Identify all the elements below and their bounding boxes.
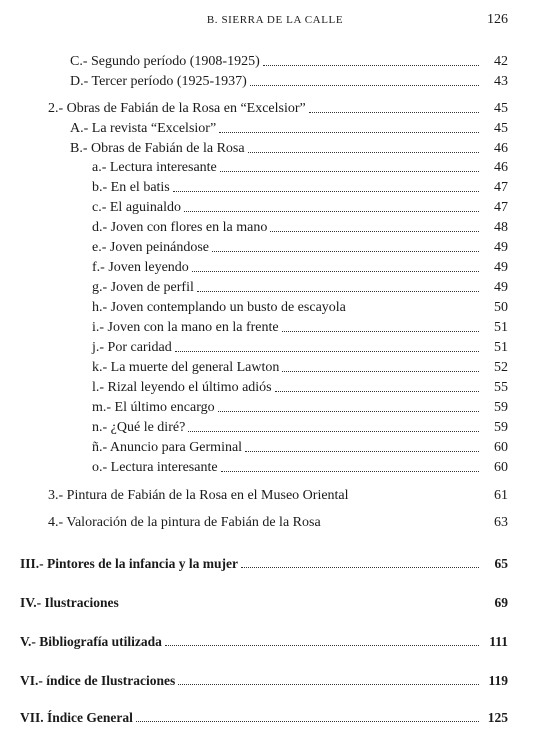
toc-entry-page: 61 — [494, 488, 508, 503]
toc-entry-page: 46 — [494, 160, 508, 175]
toc-entry — [48, 511, 508, 531]
toc-entry-label: k.- La muerte del general Lawton — [92, 360, 280, 375]
header-page-number: 126 — [487, 12, 508, 27]
toc-entry-page: 49 — [494, 260, 508, 275]
toc-entry-page: 55 — [494, 380, 508, 395]
dot-leader — [175, 350, 479, 352]
toc-entry-page: 60 — [494, 440, 508, 455]
dot-leader — [263, 64, 479, 66]
toc-entry-label: ñ.- Anuncio para Germinal — [92, 440, 243, 455]
toc-entry-page: 52 — [494, 360, 508, 375]
dot-leader — [275, 390, 479, 392]
toc-entry-label: 2.- Obras de Fabián de la Rosa en “Excelsior” — [48, 101, 306, 116]
toc-entry — [92, 176, 508, 196]
toc-entry — [92, 296, 508, 316]
dot-leader — [219, 131, 479, 133]
dot-leader — [218, 410, 479, 412]
toc-entry-label: VI.- índice de Ilustraciones — [20, 673, 176, 688]
toc-entry — [92, 256, 508, 276]
toc-entry — [92, 236, 508, 256]
toc-entry-label: B.- Obras de Fabián de la Rosa — [70, 141, 245, 156]
toc-entry — [20, 706, 508, 726]
dot-leader — [197, 290, 479, 292]
toc-entry — [92, 156, 508, 176]
toc-entry-label: f.- Joven leyendo — [92, 260, 189, 275]
toc-entry-page: 51 — [494, 340, 508, 355]
dot-leader — [245, 450, 479, 452]
toc-entry-page: 111 — [489, 634, 508, 649]
toc-entry-label: l.- Rizal leyendo el último adiós — [92, 380, 272, 395]
toc-entry-page: 48 — [494, 220, 508, 235]
toc-entry-label: m.- El último encargo — [92, 400, 215, 415]
toc-entry — [92, 276, 508, 296]
toc-entry-page: 50 — [494, 300, 508, 315]
toc-entry — [92, 316, 508, 336]
dot-leader — [270, 230, 479, 232]
toc-entry-label: C.- Segundo período (1908-1925) — [70, 54, 260, 69]
dot-leader — [282, 330, 479, 332]
toc-entry — [92, 436, 508, 456]
toc-entry-label: c.- El aguinaldo — [92, 200, 182, 215]
toc-entry-label: V.- Bibliografía utilizada — [20, 634, 162, 649]
dot-leader — [220, 170, 479, 172]
toc-entry-page: 47 — [494, 180, 508, 195]
toc-entry — [92, 336, 508, 356]
toc-entry — [70, 137, 508, 157]
toc-entry-page: 42 — [494, 54, 508, 69]
dot-leader — [352, 499, 479, 500]
toc-entry-label: g.- Joven de perfil — [92, 280, 194, 295]
toc-entry — [92, 456, 508, 476]
toc-entry-label: d.- Joven con flores en la mano — [92, 220, 268, 235]
toc-entry-page: 51 — [494, 320, 508, 335]
header-title: B. SIERRA DE LA CALLE — [206, 14, 344, 26]
toc-entry-label: A.- La revista “Excelsior” — [70, 121, 217, 136]
toc-entry-page: 45 — [494, 121, 508, 136]
dot-leader — [282, 370, 479, 372]
toc-entry-label: b.- En el batis — [92, 180, 170, 195]
toc-entry-label: e.- Joven peinándose — [92, 240, 210, 255]
toc-entry — [48, 97, 508, 117]
toc-entry-page: 60 — [494, 460, 508, 475]
toc-entry-label: D.- Tercer período (1925-1937) — [70, 74, 247, 89]
dot-leader — [212, 250, 479, 252]
toc-entry-page: 59 — [494, 420, 508, 435]
toc-entry — [48, 484, 508, 504]
toc-entry — [92, 196, 508, 216]
toc-entry-page: 47 — [494, 200, 508, 215]
toc-entry — [70, 70, 508, 90]
dot-leader — [241, 566, 479, 568]
toc-entry-label: 4.- Valoración de la pintura de Fabián de la Rosa — [48, 515, 321, 530]
toc-entry-page: 45 — [494, 101, 508, 116]
dot-leader — [192, 270, 479, 272]
toc-entry — [20, 669, 508, 689]
toc-entry — [70, 50, 508, 70]
toc-entry-label: n.- ¿Qué le diré? — [92, 420, 186, 435]
toc-entry-label: IV.- Ilustraciones — [20, 595, 119, 610]
dot-leader — [173, 190, 479, 192]
toc-entry-page: 59 — [494, 400, 508, 415]
running-header — [0, 14, 550, 32]
toc-entry — [92, 376, 508, 396]
dot-leader — [136, 720, 479, 722]
toc-entry-label: a.- Lectura interesante — [92, 160, 217, 175]
toc-entry — [92, 396, 508, 416]
toc-entry-label: VII. Índice General — [20, 710, 133, 725]
toc-entry — [20, 630, 508, 650]
toc-entry-page: 69 — [494, 595, 508, 610]
dot-leader — [349, 311, 479, 312]
toc-entry-label: 3.- Pintura de Fabián de la Rosa en el Museo Oriental — [48, 488, 349, 503]
dot-leader — [248, 151, 479, 153]
toc-entry-label: j.- Por caridad — [92, 340, 172, 355]
toc-entry — [92, 356, 508, 376]
dot-leader — [122, 606, 479, 607]
toc-entry-page: 49 — [494, 240, 508, 255]
dot-leader — [188, 430, 479, 432]
toc-entry — [92, 216, 508, 236]
dot-leader — [184, 210, 479, 212]
toc-entry-page: 119 — [488, 673, 508, 688]
dot-leader — [309, 111, 479, 113]
toc-entry — [20, 591, 508, 611]
toc-entry-label: o.- Lectura interesante — [92, 460, 218, 475]
toc-entry — [70, 117, 508, 137]
dot-leader — [221, 470, 479, 472]
toc-entry-page: 49 — [494, 280, 508, 295]
toc-entry — [92, 416, 508, 436]
toc-entry — [20, 552, 508, 572]
toc-entry-page: 43 — [494, 74, 508, 89]
toc-entry-label: III.- Pintores de la infancia y la mujer — [20, 556, 238, 571]
dot-leader — [178, 683, 479, 685]
toc-entry-page: 65 — [494, 556, 508, 571]
dot-leader — [324, 526, 479, 527]
toc-entry-page: 46 — [494, 141, 508, 156]
toc-entry-page: 125 — [487, 710, 508, 725]
toc-entry-label: h.- Joven contemplando un busto de escayola — [92, 300, 346, 315]
toc-entry-label: i.- Joven con la mano en la frente — [92, 320, 279, 335]
dot-leader — [250, 84, 479, 86]
dot-leader — [165, 644, 479, 646]
toc-entry-page: 63 — [494, 515, 508, 530]
